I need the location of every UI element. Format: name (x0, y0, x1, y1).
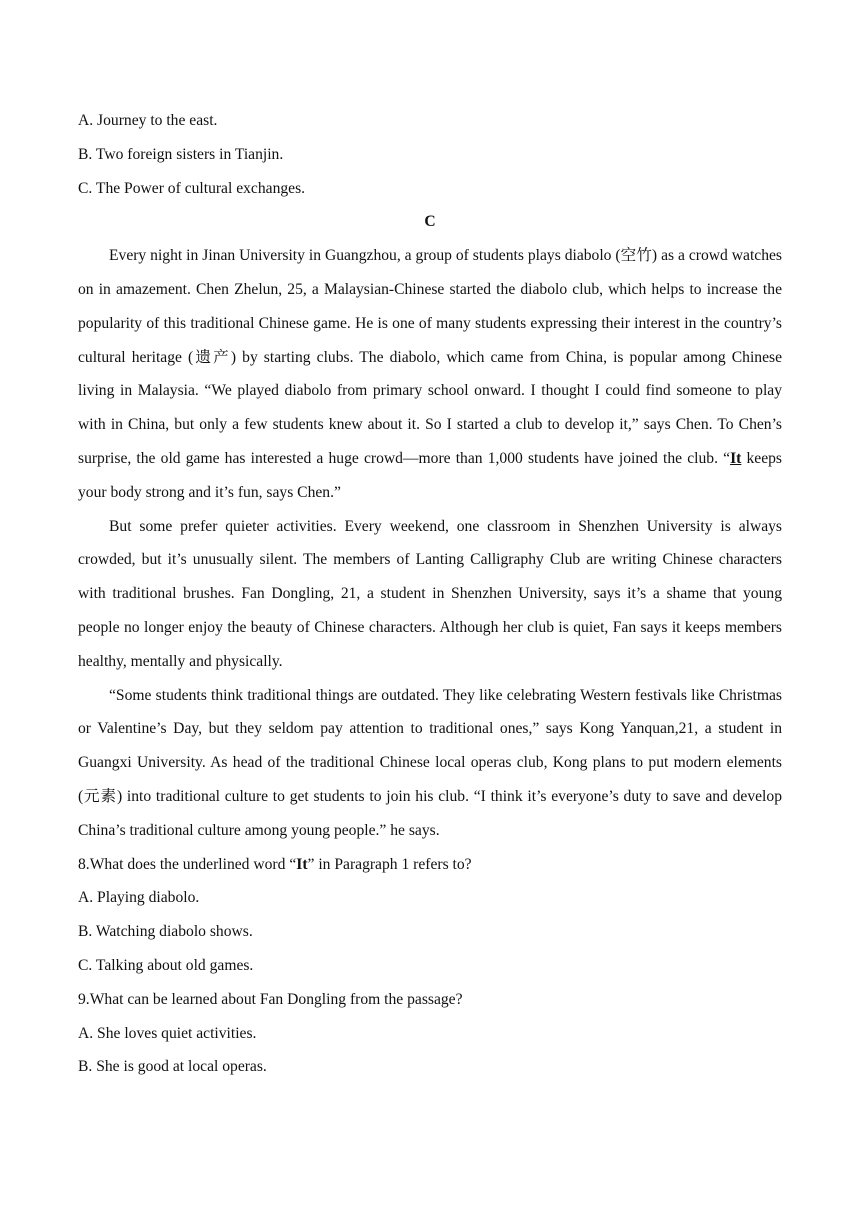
q8-bold-word: It (296, 855, 308, 873)
q8-option-a: A. Playing diabolo. (78, 889, 200, 907)
q8-option-c: C. Talking about old games. (78, 956, 254, 974)
option-a-prev: A. Journey to the east. (78, 112, 218, 129)
option-c-prev: C. The Power of cultural exchanges. (78, 179, 306, 197)
p1-text-before: Every night in Jinan University in Guangzhou, a group of students plays diabolo (空竹) as a crowd watches on in amazement. Chen Zhelun, 25, a Malaysian-Chinese started the diabolo club, which helps to increase the popularity of this traditional Chinese game. He is one of many students expressing their interest in the country’s cultural heritage (遗产) by starting clubs. The diabolo, which came from China, is popular among Chinese living in Malaysia. “We played diabolo from primary school onward. I thought I could find someone to play with in China, but only a few students knew about it. So I started a club to develop it,” says Chen. To Chen’s surprise, the old game has interested a huge crowd—more than 1,000 students have joined the club. “ (78, 247, 782, 467)
q8-text-before: 8.What does the underlined word “ (78, 855, 297, 873)
underlined-word: It (730, 449, 742, 467)
q8-option-b: B. Watching diabolo shows. (78, 923, 253, 941)
passage-paragraph-3: “Some students think traditional things are outdated. They like celebrating Western festivals like Christmas or Valentine’s Day, but they seldom pay attention to traditional ones,” says Kong Yanquan,21, a student in Guangxi University. As head of the traditional Chinese local operas club, Kong plans to put modern elements (元素) into traditional culture to get students to join his club. “I think it’s everyone’s duty to save and develop China’s traditional culture among young people.” he says. (78, 686, 782, 839)
q9-option-a: A. She loves quiet activities. (78, 1024, 257, 1042)
passage-paragraph-2: But some prefer quieter activities. Every weekend, one classroom in Shenzhen University is always crowded, but it’s unusually silent. The members of Lanting Calligraphy Club are writing Chinese characters with traditional brushes. Fan Dongling, 21, a student in Shenzhen University, says it’s a shame that young people no longer enjoy the beauty of Chinese characters. Although her club is quiet, Fan says it keeps members healthy, mentally and physically. (78, 517, 782, 670)
section-title: C (424, 213, 436, 231)
question-8 (78, 848, 782, 882)
q8-text-after: ” in Paragraph 1 refers to? (307, 855, 472, 873)
question-9: 9.What can be learned about Fan Dongling from the passage? (78, 990, 463, 1008)
p1-text-after: keeps your body strong and it’s fun, says Chen.” (78, 449, 782, 501)
q9-option-b: B. She is good at local operas. (78, 1058, 267, 1076)
document-page (78, 104, 782, 1084)
option-b-prev: B. Two foreign sisters in Tianjin. (78, 145, 284, 163)
passage-paragraph-1 (78, 239, 782, 509)
